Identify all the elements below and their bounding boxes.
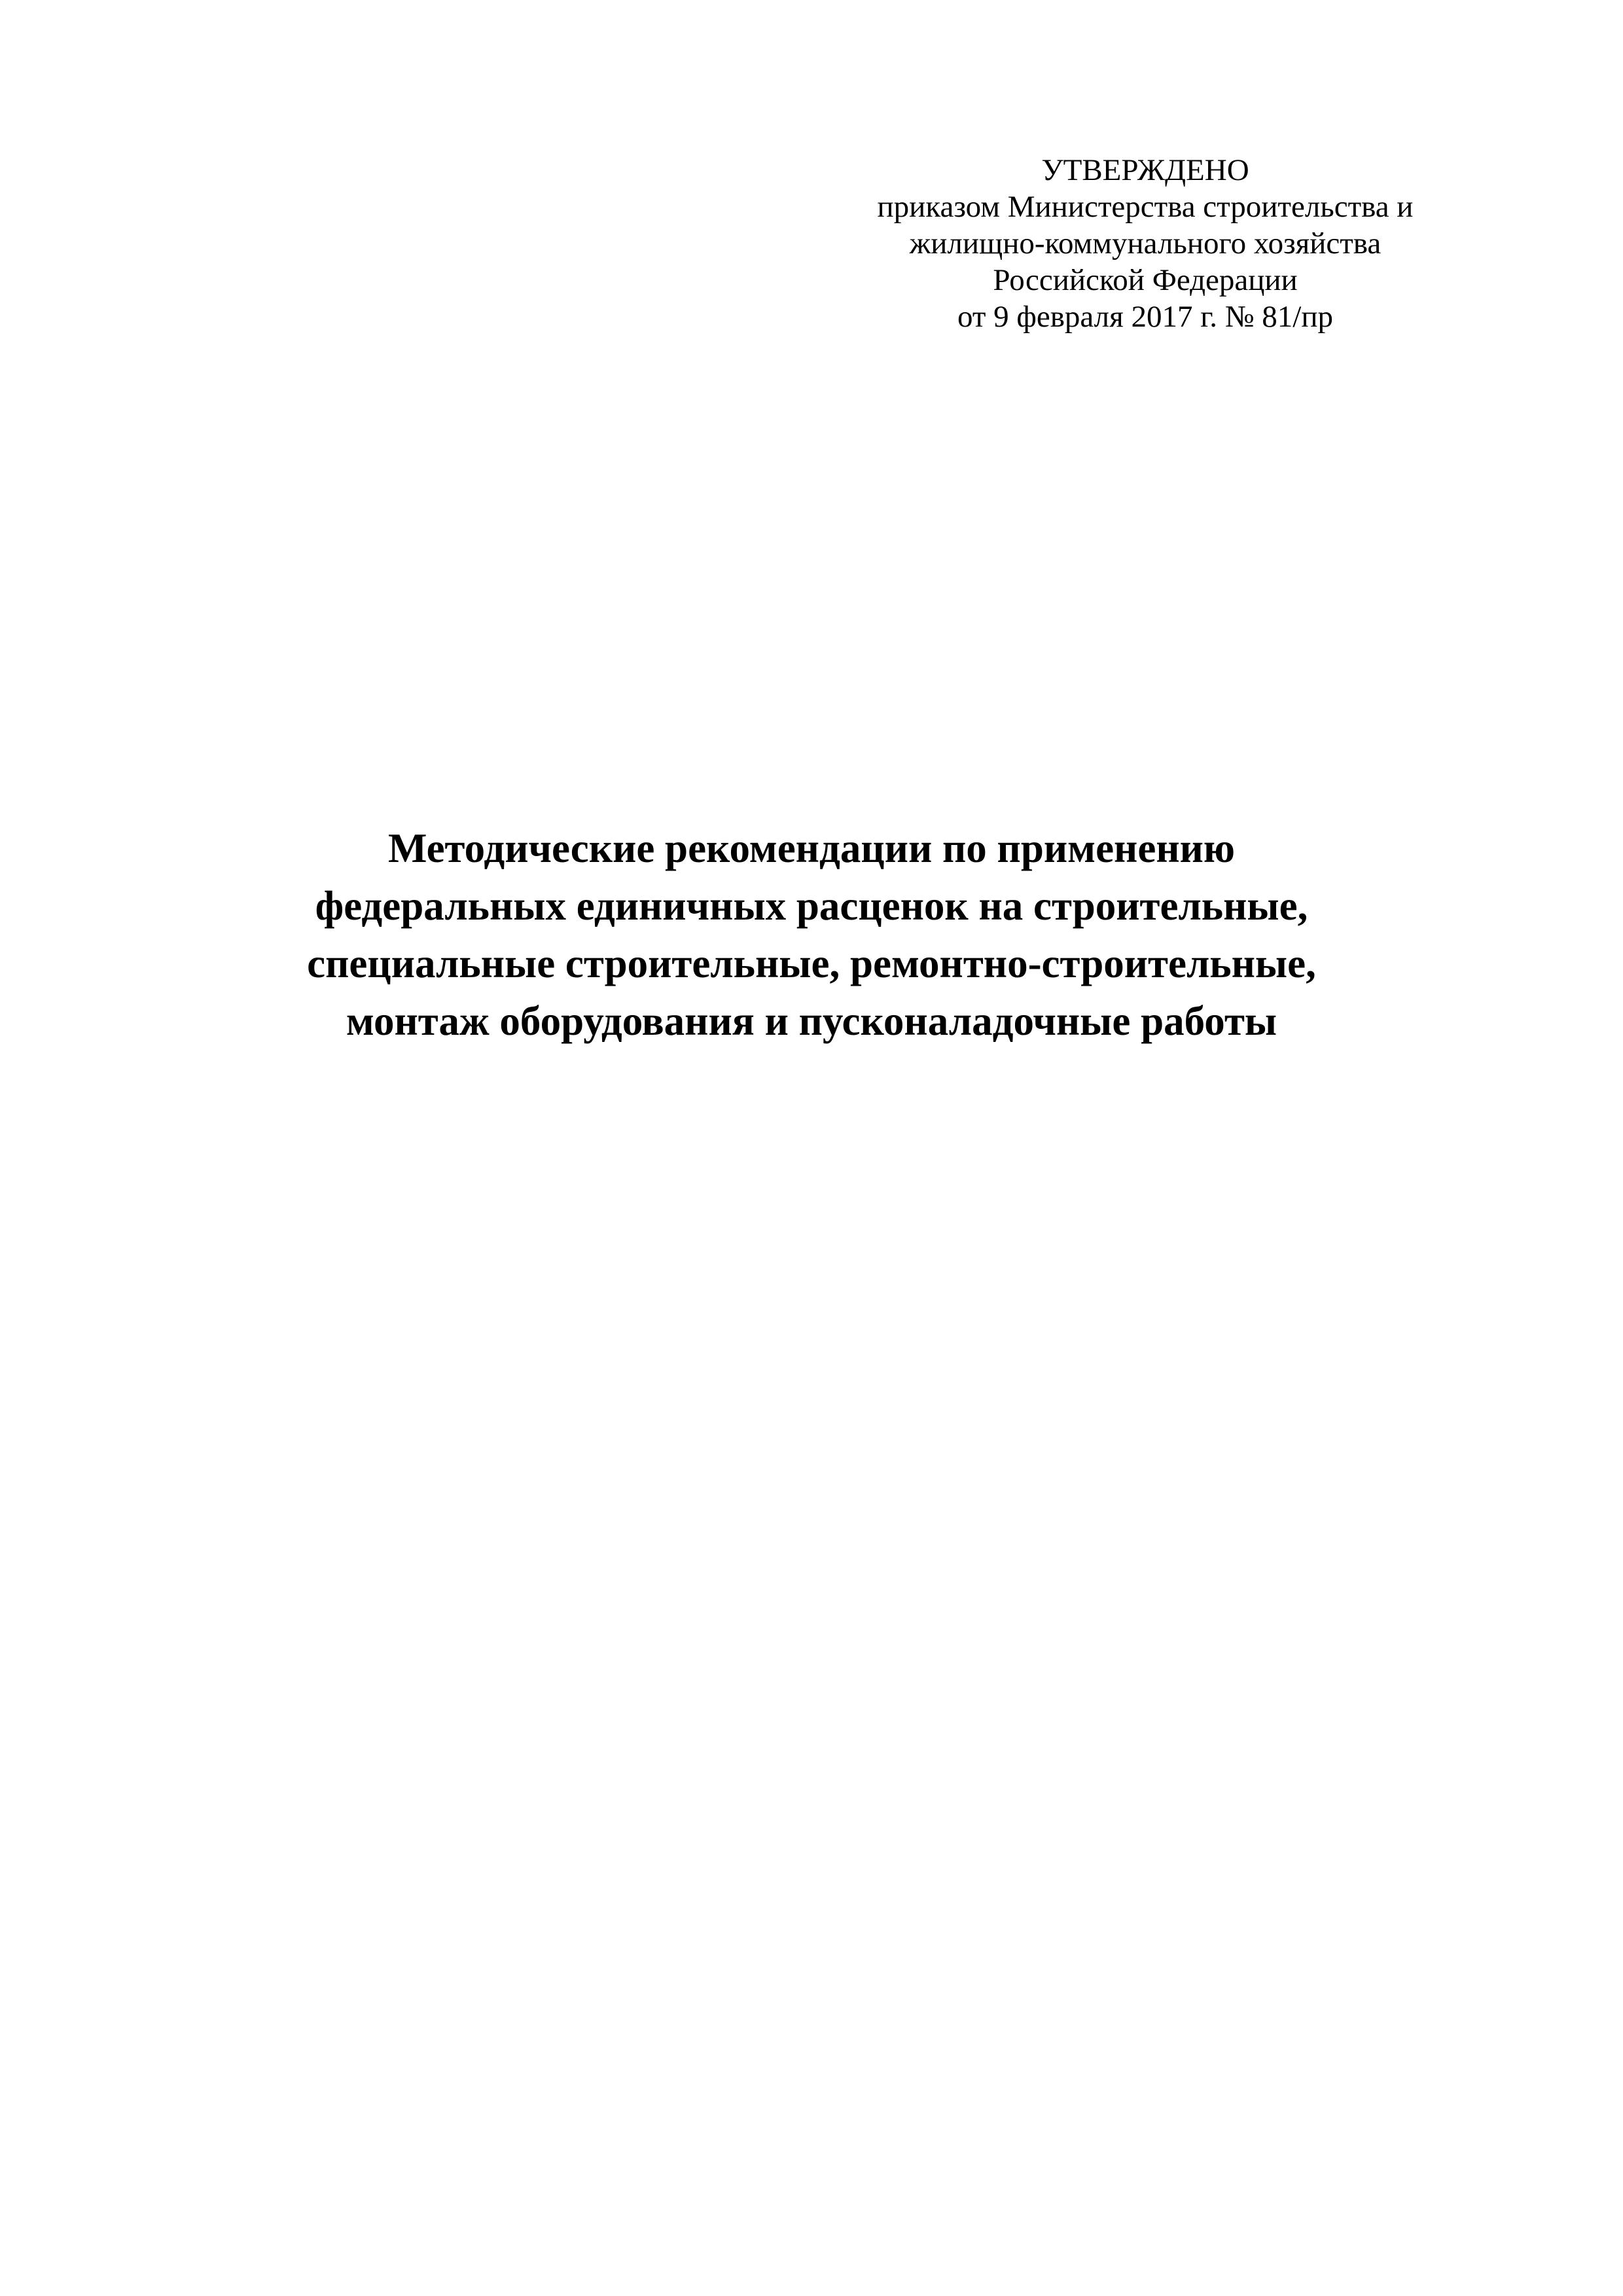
title-line-3: специальные строительные, ремонтно-строительные, — [307, 941, 1316, 986]
title-line-1: Методические рекомендации по применению — [387, 825, 1236, 871]
approval-line-2: жилищно-коммунального хозяйства — [909, 226, 1382, 260]
approval-line-4: от 9 февраля 2017 г. № 81/пр — [957, 300, 1334, 334]
approval-heading: УТВЕРЖДЕНО — [1041, 153, 1249, 187]
document-title — [183, 819, 1440, 1050]
approval-stamp-block — [812, 152, 1479, 335]
approval-line-1: приказом Министерства строительства и — [877, 190, 1414, 224]
approval-line-3: Российской Федерации — [993, 263, 1298, 297]
title-line-2: федеральных единичных расценок на строительные, — [315, 883, 1308, 929]
title-line-4: монтаж оборудования и пусконаладочные работы — [346, 998, 1277, 1044]
